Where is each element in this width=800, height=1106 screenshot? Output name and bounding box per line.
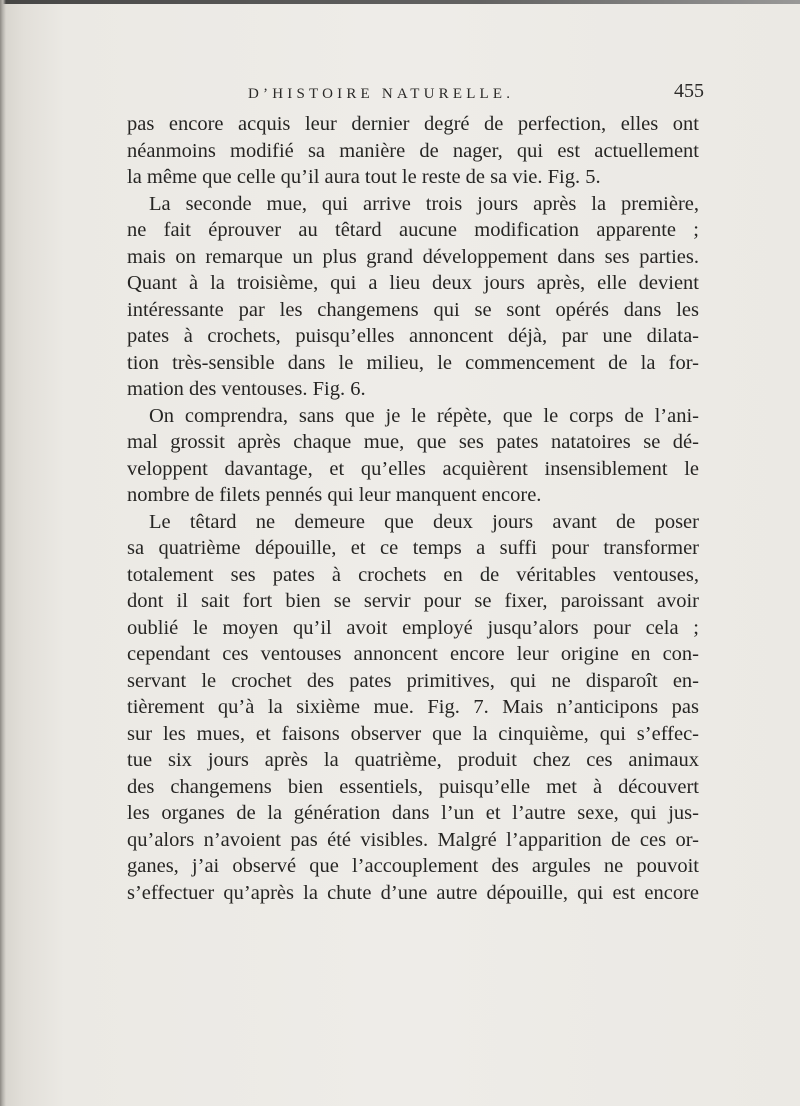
text-line: mais on remarque un plus grand développement dans ses parties.	[127, 245, 699, 268]
page-number: 455	[674, 80, 704, 102]
running-title: D’HISTOIRE NATURELLE.	[248, 86, 515, 102]
text-line: sa quatrième dépouille, et ce temps a suffi pour transformer	[127, 537, 699, 559]
text-line: sur les mues, et faisons observer que la cinquième, qui s’effec-	[127, 722, 699, 745]
text-line: ganes, j’ai observé que l’accouplement des argules ne pouvoit	[127, 855, 699, 877]
text-line: tièrement qu’à la sixième mue. Fig. 7. Mais n’anticipons pas	[127, 696, 699, 718]
text-line: La seconde mue, qui arrive trois jours après la première,	[149, 192, 699, 215]
text-line: néanmoins modifié sa manière de nager, qui est actuellement	[127, 139, 699, 162]
text-line: qu’alors n’avoient pas été visibles. Malgré l’apparition de ces or-	[127, 828, 699, 851]
text-line: les organes de la génération dans l’un et l’autre sexe, qui jus-	[127, 802, 699, 824]
text-line: nombre de filets pennés qui leur manquent encore.	[127, 484, 542, 506]
text-line: intéressante par les changemens qui se sont opérés dans les	[127, 298, 699, 321]
text-line: cependant ces ventouses annoncent encore leur origine en con-	[127, 643, 699, 665]
text-line: Le têtard ne demeure que deux jours avant de poser	[149, 510, 699, 533]
text-line: ne fait éprouver au têtard aucune modification apparente ;	[127, 219, 699, 241]
text-line: veloppent davantage, et qu’elles acquièrent insensiblement le	[127, 457, 699, 480]
text-line: tion très-sensible dans le milieu, le commencement de la for-	[127, 351, 699, 374]
text-line: s’effectuer qu’après la chute d’une autre dépouille, qui est encore	[127, 881, 699, 904]
text-line: la même que celle qu’il aura tout le reste de sa vie. Fig. 5.	[127, 166, 601, 188]
text-line: dont il sait fort bien se servir pour se fixer, paroissant avoir	[127, 590, 699, 612]
top-edge-shadow	[0, 0, 800, 4]
binding-edge	[0, 0, 6, 1106]
text-line: totalement ses pates à crochets en de véritables ventouses,	[127, 563, 699, 586]
text-line: tue six jours après la quatrième, produit chez ces animaux	[127, 749, 699, 771]
text-line: des changemens bien essentiels, puisqu’elle met à découvert	[127, 775, 699, 798]
text-line: servant le crochet des pates primitives, qui ne disparoît en-	[127, 669, 699, 692]
text-line: oublié le moyen qu’il avoit employé jusqu’alors pour cela ;	[127, 616, 699, 639]
text-line: mation des ventouses. Fig. 6.	[127, 378, 366, 400]
text-line: Quant à la troisième, qui a lieu deux jours après, elle devient	[127, 272, 699, 294]
body-text	[127, 111, 699, 906]
text-line: pates à crochets, puisqu’elles annoncent déjà, par une dilata-	[127, 325, 699, 347]
text-line: On comprendra, sans que je le répète, que le corps de l’ani-	[149, 404, 699, 427]
text-line: mal grossit après chaque mue, que ses pates natatoires se dé-	[127, 431, 699, 453]
text-line: pas encore acquis leur dernier degré de perfection, elles ont	[127, 113, 699, 135]
